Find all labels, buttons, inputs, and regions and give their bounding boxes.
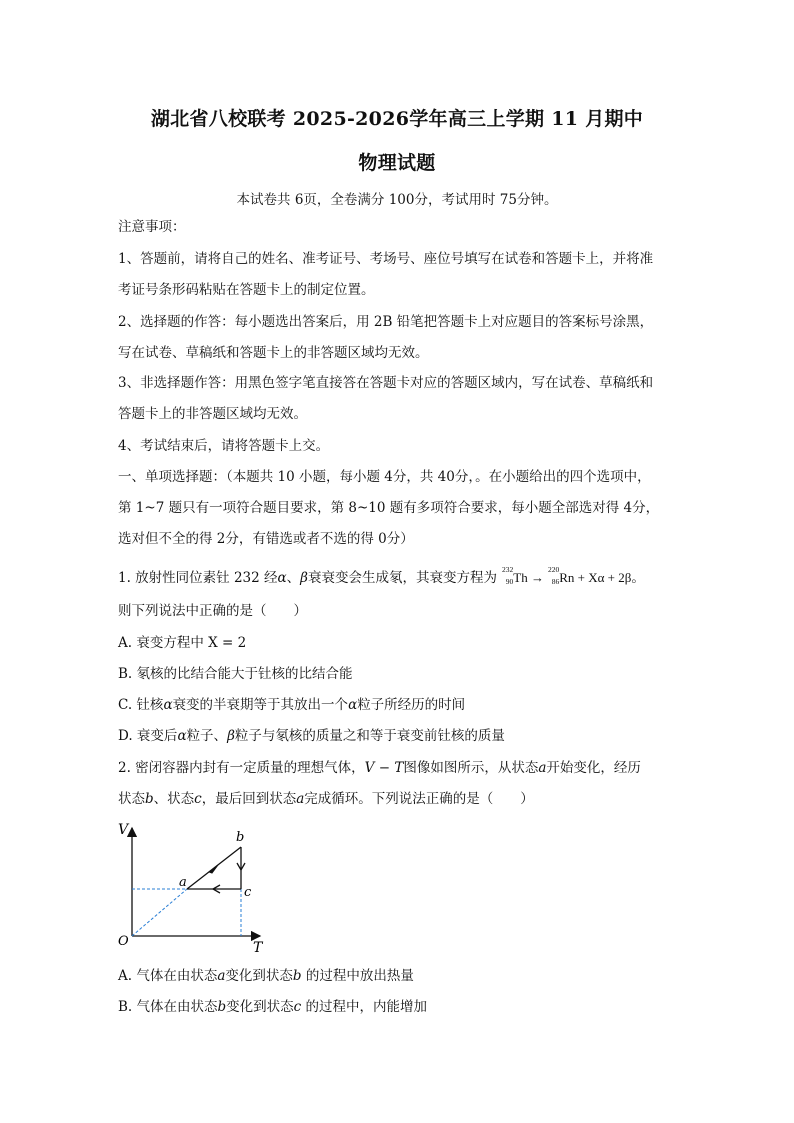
option-a: A. 衰变方程中 X = 2 bbox=[118, 635, 247, 651]
option-c: C. 钍核α衰变的半衰期等于其放出一个α粒子所经历的时间 bbox=[118, 697, 466, 713]
state-c-label: c bbox=[244, 885, 252, 900]
question-1-stem: 1. 放射性同位素钍 232 经α、β衰衰变会生成氡，其衰变方程为 232 90 Th → 220 86 Rn + Xα + 2β。 bbox=[118, 565, 645, 587]
notice-heading: 注意事项： bbox=[118, 219, 186, 235]
notice-line: 写在试卷、草稿纸和答题卡上的非答题区域均无效。 bbox=[118, 345, 429, 361]
axis-t-label: T bbox=[253, 940, 263, 956]
question-2-stem-cont: 状态b、状态c，最后回到状态a完成循环。下列说法正确的是（ ） bbox=[118, 791, 534, 807]
q2-option-b: B. 气体在由状态b变化到状态c 的过程中，内能增加 bbox=[118, 999, 428, 1015]
exam-info: 本试卷共 6页，全卷满分 100分，考试用时 75分钟。 bbox=[236, 192, 558, 208]
notice-line: 1、答题前，请将自己的姓名、准考证号、考场号、座位号填写在试卷和答题卡上，并将准 bbox=[118, 251, 654, 267]
question-2-stem: 2. 密闭容器内封有一定质量的理想气体，V − T图像如图所示，从状态a开始变化，经历 bbox=[118, 760, 641, 776]
decay-equation: 232 90 Th → 220 86 Rn + Xα + 2β bbox=[502, 565, 632, 587]
section-instructions: 选对但不全的得 2分，有错选或者不选的得 0分） bbox=[118, 531, 414, 547]
section-heading: 一、单项选择题：（本题共 10 小题，每小题 4分，共 40分，。在小题给出的四个选项中， bbox=[118, 469, 651, 485]
question-1-stem-cont: 则下列说法中正确的是（ ） bbox=[118, 603, 307, 619]
section-instructions: 第 1~7 题只有一项符合题目要求，第 8~10 题有多项符合要求，每小题全部选对得 4分， bbox=[118, 500, 660, 516]
q2-option-a: A. 气体在由状态a变化到状态b 的过程中放出热量 bbox=[118, 968, 414, 984]
arrow-ab bbox=[209, 865, 218, 873]
notice-line: 答题卡上的非答题区域均无效。 bbox=[118, 406, 307, 422]
notice-line: 4、考试结束后，请将答题卡上交。 bbox=[118, 438, 330, 454]
exam-title: 湖北省八校联考 2025-2026学年高三上学期 11 月期中 bbox=[150, 108, 644, 130]
dashed-origin-line bbox=[132, 889, 187, 936]
subject-title: 物理试题 bbox=[358, 152, 436, 174]
state-a-label: a bbox=[179, 875, 187, 890]
notice-line: 3、非选择题作答：用黑色签字笔直接答在答题卡对应的答题区域内，写在试卷、草稿纸和 bbox=[118, 375, 654, 391]
option-b: B. 氡核的比结合能大于钍核的比结合能 bbox=[118, 666, 353, 682]
axis-v-label: V bbox=[118, 822, 129, 838]
state-b-label: b bbox=[236, 830, 245, 845]
vt-diagram bbox=[112, 818, 272, 958]
origin-label: O bbox=[118, 934, 129, 949]
notice-line: 考证号条形码粘贴在答题卡上的制定位置。 bbox=[118, 282, 375, 298]
notice-line: 2、选择题的作答：每小题选出答案后，用 2B 铅笔把答题卡上对应题目的答案标号涂黑， bbox=[118, 314, 654, 330]
option-d: D. 衰变后α粒子、β粒子与氡核的质量之和等于衰变前钍核的质量 bbox=[118, 728, 505, 744]
